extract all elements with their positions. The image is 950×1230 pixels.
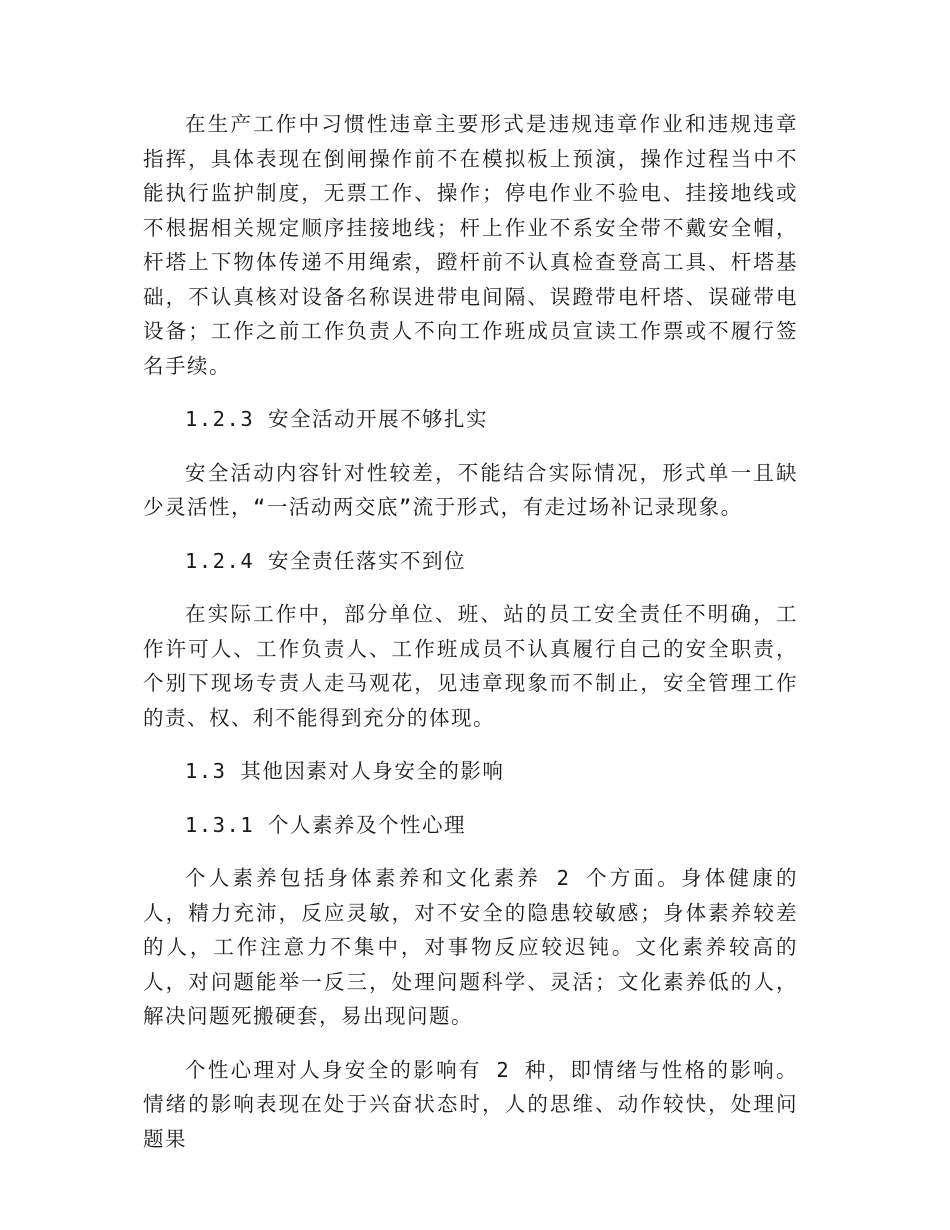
section-heading-1-3: 1.3 其他因素对人身安全的影响 [185, 759, 505, 783]
paragraph-personal-qualities: 个人素养包括身体素养和文化素养 2 个方面。身体健康的人，精力充沛，反应灵敏，对不安全的隐患较敏感；身体素养较差的人，工作注意力不集中，对事物反应较迟钝。文化素养较高的人，对问题能举一反三，处理问题科学、灵活；文化素养低的人，解决问题死搬硬套，易出现问题。 [143, 866, 798, 1028]
section-heading-1-3-1: 1.3.1 个人素养及个性心理 [185, 812, 467, 837]
section-heading-1-2-4: 1.2.4 安全责任落实不到位 [185, 548, 467, 573]
paragraph-habitual-violations: 在生产工作中习惯性违章主要形式是违规违章作业和违规违章指挥，具体表现在倒闸操作前不在模拟板上预演，操作过程当中不能执行监护制度，无票工作、操作；停电作业不验电、挂接地线或不根据相关规定顺序挂接地线；杆上作业不系安全带不戴安全帽，杆塔上下物体传递不用绳索，蹬杆前不认真检查登高工具、杆塔基础，不认真核对设备名称误进带电间隔、误蹬带电杆塔、误碰带电设备；工作之前工作负责人不向工作班成员宣读工作票或不履行签名手续。 [143, 112, 798, 378]
paragraph-safety-responsibility: 在实际工作中，部分单位、班、站的员工安全责任不明确，工作许可人、工作负责人、工作班成员不认真履行自己的安全职责，个别下现场专责人走马观花，见违章现象而不制止，安全管理工作的责、权、利不能得到充分的体现。 [143, 602, 798, 730]
section-heading-1-2-3: 1.2.3 安全活动开展不够扎实 [185, 407, 489, 431]
document-page [143, 107, 798, 1175]
paragraph-safety-activities: 安全活动内容针对性较差，不能结合实际情况，形式单一且缺少灵活性，“一活动两交底”流于形式，有走过场补记录现象。 [143, 460, 798, 519]
paragraph-personality-psychology: 个性心理对人身安全的影响有 2 种，即情绪与性格的影响。情绪的影响表现在处于兴奋状态时，人的思维、动作较快，处理问题果 [143, 1057, 798, 1151]
